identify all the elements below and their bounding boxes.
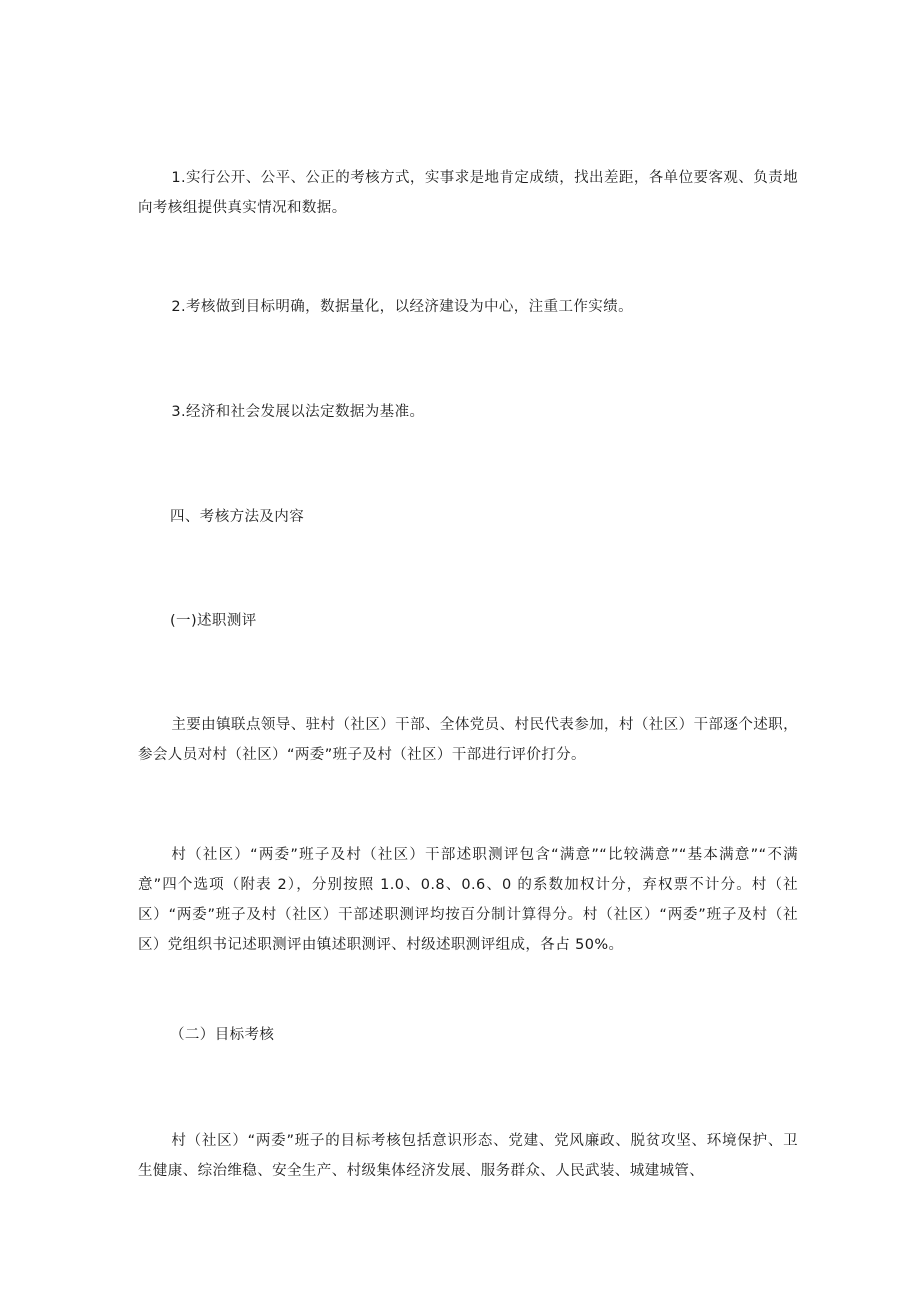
paragraph-target-assessment: 村（社区）“两委”班子的目标考核包括意识形态、党建、党风廉政、脱贫攻坚、环境保护、卫生健康、综治维稳、安全生产、村级集体经济发展、服务群众、人民武装、城建城管、 <box>138 1133 798 1179</box>
subsection-heading-2: （二）目标考核 <box>170 1027 275 1043</box>
subsection-heading-1: (一)述职测评 <box>170 613 257 629</box>
paragraph-principle-1: 1.实行公开、公平、公正的考核方式，实事求是地肯定成绩，找出差距，各单位要客观、负责地向考核组提供真实情况和数据。 <box>138 170 798 216</box>
paragraph-report-evaluation: 主要由镇联点领导、驻村（社区）干部、全体党员、村民代表参加，村（社区）干部逐个述职，参会人员对村（社区）“两委”班子及村（社区）干部进行评价打分。 <box>138 717 798 763</box>
paragraph-evaluation-scoring: 村（社区）“两委”班子及村（社区）干部述职测评包含“满意”“比较满意”“基本满意”“不满意”四个选项（附表 2），分别按照 1.0、0.8、0.6、0 的系数加权计分，弃权票不计分。村（社区）“两委”班子及村（社区）干部述职测评均按百分制计算得分。村（社区）“两委”班子及村（社区）党组织书记述职测评由镇述职测评、村级述职测评组成，各占 50%。 <box>138 847 798 953</box>
paragraph-principle-2: 2.考核做到目标明确，数据量化，以经济建设为中心，注重工作实绩。 <box>171 299 633 315</box>
section-heading-4: 四、考核方法及内容 <box>170 509 305 525</box>
paragraph-principle-3: 3.经济和社会发展以法定数据为基准。 <box>171 404 425 420</box>
